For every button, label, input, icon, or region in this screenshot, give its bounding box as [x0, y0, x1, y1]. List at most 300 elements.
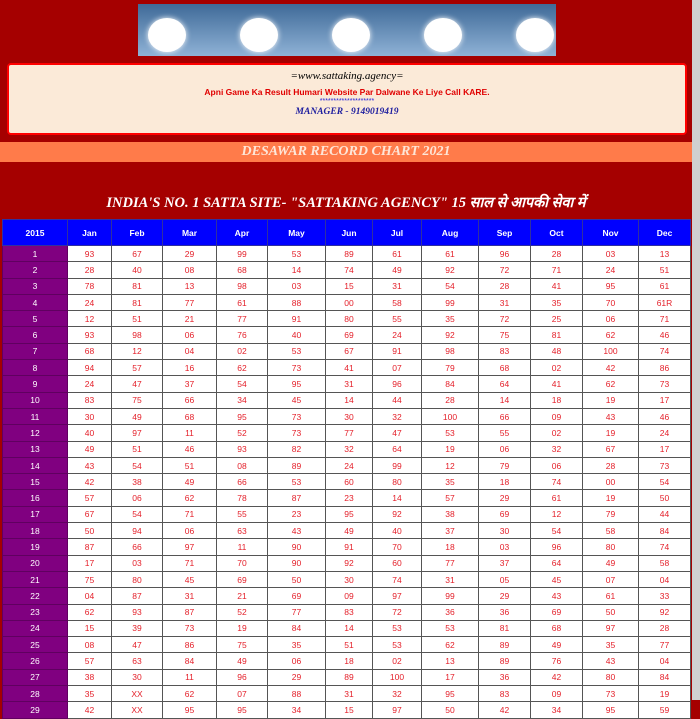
- result-cell: 54: [112, 457, 163, 473]
- day-cell: 5: [3, 311, 68, 327]
- day-cell: 8: [3, 360, 68, 376]
- result-cell: 28: [422, 392, 479, 408]
- result-cell: 57: [112, 360, 163, 376]
- result-cell: 66: [217, 474, 268, 490]
- result-cell: 42: [531, 669, 583, 685]
- column-header: Oct: [531, 220, 583, 246]
- result-cell: 06: [163, 523, 217, 539]
- column-header: 2015: [3, 220, 68, 246]
- result-cell: 06: [531, 457, 583, 473]
- result-cell: 78: [217, 490, 268, 506]
- result-cell: 74: [531, 474, 583, 490]
- result-cell: 13: [639, 246, 691, 262]
- result-cell: 12: [68, 311, 112, 327]
- result-cell: 75: [112, 392, 163, 408]
- day-cell: 9: [3, 376, 68, 392]
- cloud-decoration: [332, 18, 370, 52]
- result-cell: 81: [112, 278, 163, 294]
- result-cell: 37: [479, 555, 531, 571]
- result-cell: 54: [531, 523, 583, 539]
- table-row: [3, 686, 691, 702]
- result-cell: 84: [422, 376, 479, 392]
- day-cell: 25: [3, 637, 68, 653]
- result-cell: 66: [479, 408, 531, 424]
- result-cell: 47: [112, 376, 163, 392]
- result-cell: 04: [639, 571, 691, 587]
- result-cell: 14: [373, 490, 422, 506]
- result-cell: 09: [326, 588, 373, 604]
- result-cell: 36: [479, 669, 531, 685]
- result-cell: 45: [163, 571, 217, 587]
- day-cell: 20: [3, 555, 68, 571]
- chart-title: DESAWAR RECORD CHART 2021: [0, 142, 692, 162]
- result-cell: 71: [639, 311, 691, 327]
- result-cell: 38: [68, 669, 112, 685]
- result-cell: 70: [583, 294, 639, 310]
- result-cell: 84: [639, 523, 691, 539]
- result-cell: 49: [326, 523, 373, 539]
- result-cell: 19: [583, 425, 639, 441]
- result-cell: 53: [268, 246, 326, 262]
- result-cell: 51: [163, 457, 217, 473]
- day-cell: 2: [3, 262, 68, 278]
- table-row: [3, 604, 691, 620]
- result-cell: 46: [639, 327, 691, 343]
- result-cell: 53: [268, 343, 326, 359]
- result-cell: 23: [268, 506, 326, 522]
- result-cell: 43: [583, 408, 639, 424]
- result-cell: 91: [326, 539, 373, 555]
- result-cell: 03: [583, 246, 639, 262]
- result-cell: 91: [373, 343, 422, 359]
- cloud-decoration: [424, 18, 462, 52]
- result-cell: 75: [68, 571, 112, 587]
- table-row: [3, 408, 691, 424]
- result-cell: 73: [268, 360, 326, 376]
- day-cell: 7: [3, 343, 68, 359]
- result-cell: 15: [326, 278, 373, 294]
- column-header: Dec: [639, 220, 691, 246]
- column-header: Mar: [163, 220, 217, 246]
- result-cell: 18: [422, 539, 479, 555]
- day-cell: 18: [3, 523, 68, 539]
- result-cell: 69: [531, 604, 583, 620]
- result-cell: 92: [422, 262, 479, 278]
- result-cell: 81: [531, 327, 583, 343]
- result-cell: 93: [68, 327, 112, 343]
- result-cell: 75: [479, 327, 531, 343]
- result-cell: 51: [639, 262, 691, 278]
- day-cell: 6: [3, 327, 68, 343]
- result-cell: 97: [373, 588, 422, 604]
- result-cell: 87: [163, 604, 217, 620]
- result-cell: 08: [217, 457, 268, 473]
- result-cell: 30: [326, 571, 373, 587]
- manager-contact: MANAGER - 9149019419: [295, 107, 399, 117]
- day-cell: 15: [3, 474, 68, 490]
- result-cell: 45: [268, 392, 326, 408]
- table-row: [3, 523, 691, 539]
- result-cell: 32: [373, 408, 422, 424]
- result-cell: 81: [479, 620, 531, 636]
- result-cell: 43: [531, 588, 583, 604]
- result-cell: 24: [68, 294, 112, 310]
- result-cell: 79: [422, 360, 479, 376]
- result-cell: 03: [479, 539, 531, 555]
- result-cell: 84: [268, 620, 326, 636]
- result-cell: 93: [217, 441, 268, 457]
- result-cell: 08: [68, 637, 112, 653]
- result-cell: 43: [268, 523, 326, 539]
- result-cell: 77: [268, 604, 326, 620]
- table-row: [3, 376, 691, 392]
- result-cell: 35: [68, 686, 112, 702]
- result-cell: 80: [326, 311, 373, 327]
- result-cell: 57: [68, 653, 112, 669]
- result-cell: 79: [479, 457, 531, 473]
- result-cell: 18: [326, 653, 373, 669]
- result-cell: 46: [163, 441, 217, 457]
- result-cell: 99: [422, 294, 479, 310]
- result-cell: XX: [112, 686, 163, 702]
- result-cell: 55: [217, 506, 268, 522]
- result-cell: 90: [268, 555, 326, 571]
- result-cell: 73: [639, 457, 691, 473]
- result-cell: 87: [68, 539, 112, 555]
- result-cell: 95: [583, 702, 639, 718]
- result-cell: 32: [531, 441, 583, 457]
- result-cell: 100: [583, 343, 639, 359]
- result-cell: 95: [422, 686, 479, 702]
- result-cell: 58: [373, 294, 422, 310]
- result-cell: 99: [422, 588, 479, 604]
- result-cell: 36: [422, 604, 479, 620]
- result-cell: 29: [163, 246, 217, 262]
- result-cell: 34: [217, 392, 268, 408]
- result-cell: 40: [268, 327, 326, 343]
- result-cell: 31: [163, 588, 217, 604]
- result-cell: 17: [422, 669, 479, 685]
- result-cell: 95: [326, 506, 373, 522]
- result-cell: 62: [163, 686, 217, 702]
- result-cell: 63: [112, 653, 163, 669]
- result-cell: 74: [326, 262, 373, 278]
- result-cell: 62: [583, 327, 639, 343]
- day-cell: 3: [3, 278, 68, 294]
- result-cell: 81: [112, 294, 163, 310]
- result-cell: 50: [422, 702, 479, 718]
- result-cell: 94: [68, 360, 112, 376]
- table-row: [3, 392, 691, 408]
- result-cell: 69: [268, 588, 326, 604]
- result-cell: 06: [268, 653, 326, 669]
- result-cell: 48: [531, 343, 583, 359]
- result-cell: 90: [268, 539, 326, 555]
- result-cell: 31: [479, 294, 531, 310]
- record-table: [2, 219, 691, 719]
- result-cell: 67: [583, 441, 639, 457]
- result-cell: 37: [163, 376, 217, 392]
- result-cell: 05: [479, 571, 531, 587]
- result-cell: 77: [422, 555, 479, 571]
- day-cell: 14: [3, 457, 68, 473]
- result-cell: 73: [583, 686, 639, 702]
- result-cell: 73: [268, 408, 326, 424]
- result-cell: 59: [639, 702, 691, 718]
- day-cell: 19: [3, 539, 68, 555]
- result-cell: 49: [583, 555, 639, 571]
- result-cell: 73: [639, 376, 691, 392]
- result-cell: 89: [326, 246, 373, 262]
- result-cell: 54: [639, 474, 691, 490]
- result-cell: 51: [326, 637, 373, 653]
- result-cell: 80: [583, 669, 639, 685]
- result-cell: 61: [531, 490, 583, 506]
- table-row: [3, 490, 691, 506]
- result-cell: 97: [112, 425, 163, 441]
- day-cell: 17: [3, 506, 68, 522]
- result-cell: 80: [373, 474, 422, 490]
- result-cell: 49: [531, 637, 583, 653]
- result-cell: 42: [68, 474, 112, 490]
- result-cell: 23: [326, 490, 373, 506]
- result-cell: 51: [112, 441, 163, 457]
- result-cell: 02: [531, 425, 583, 441]
- result-cell: 30: [326, 408, 373, 424]
- day-cell: 10: [3, 392, 68, 408]
- result-cell: 49: [217, 653, 268, 669]
- day-cell: 22: [3, 588, 68, 604]
- result-cell: 55: [479, 425, 531, 441]
- result-cell: 38: [112, 474, 163, 490]
- result-cell: 06: [163, 327, 217, 343]
- scrollbar[interactable]: [692, 0, 700, 700]
- day-cell: 13: [3, 441, 68, 457]
- result-cell: 15: [68, 620, 112, 636]
- result-cell: 50: [583, 604, 639, 620]
- result-cell: 62: [163, 490, 217, 506]
- result-cell: 99: [373, 457, 422, 473]
- result-cell: 31: [326, 376, 373, 392]
- result-cell: 04: [639, 653, 691, 669]
- day-cell: 23: [3, 604, 68, 620]
- result-cell: 92: [639, 604, 691, 620]
- result-cell: 77: [326, 425, 373, 441]
- cloud-decoration: [148, 18, 186, 52]
- result-cell: 79: [583, 506, 639, 522]
- result-cell: 40: [68, 425, 112, 441]
- result-cell: 92: [326, 555, 373, 571]
- result-cell: 16: [163, 360, 217, 376]
- result-cell: 02: [373, 653, 422, 669]
- result-cell: 30: [68, 408, 112, 424]
- result-cell: 93: [68, 246, 112, 262]
- result-cell: 61R: [639, 294, 691, 310]
- result-cell: 36: [479, 604, 531, 620]
- result-cell: 29: [479, 490, 531, 506]
- table-row: [3, 539, 691, 555]
- result-cell: 69: [217, 571, 268, 587]
- table-row: [3, 571, 691, 587]
- result-cell: 68: [479, 360, 531, 376]
- result-cell: 72: [479, 311, 531, 327]
- day-cell: 26: [3, 653, 68, 669]
- result-cell: 53: [422, 425, 479, 441]
- result-cell: 12: [422, 457, 479, 473]
- day-cell: 29: [3, 702, 68, 718]
- column-header: Aug: [422, 220, 479, 246]
- result-cell: 80: [583, 539, 639, 555]
- result-cell: 53: [268, 474, 326, 490]
- result-cell: 14: [326, 620, 373, 636]
- result-cell: 11: [163, 669, 217, 685]
- result-cell: 42: [583, 360, 639, 376]
- result-cell: 84: [163, 653, 217, 669]
- result-cell: 61: [639, 278, 691, 294]
- column-header: Sep: [479, 220, 531, 246]
- info-box: [7, 63, 687, 135]
- result-cell: 89: [326, 669, 373, 685]
- result-cell: 18: [531, 392, 583, 408]
- result-cell: 06: [112, 490, 163, 506]
- result-cell: 30: [479, 523, 531, 539]
- result-cell: 13: [422, 653, 479, 669]
- result-cell: 69: [326, 327, 373, 343]
- result-cell: 24: [68, 376, 112, 392]
- result-cell: 67: [68, 506, 112, 522]
- result-cell: 46: [639, 408, 691, 424]
- result-cell: 35: [268, 637, 326, 653]
- result-cell: 93: [112, 604, 163, 620]
- table-row: [3, 294, 691, 310]
- result-cell: 19: [422, 441, 479, 457]
- result-cell: 03: [268, 278, 326, 294]
- result-cell: 86: [639, 360, 691, 376]
- result-cell: XX: [112, 702, 163, 718]
- result-cell: 24: [639, 425, 691, 441]
- result-cell: 28: [68, 262, 112, 278]
- result-cell: 97: [373, 702, 422, 718]
- table-row: [3, 653, 691, 669]
- result-cell: 88: [268, 686, 326, 702]
- result-cell: 43: [68, 457, 112, 473]
- result-cell: 67: [326, 343, 373, 359]
- result-cell: 97: [583, 620, 639, 636]
- result-cell: 63: [217, 523, 268, 539]
- result-cell: 03: [112, 555, 163, 571]
- result-cell: 54: [422, 278, 479, 294]
- result-cell: 40: [373, 523, 422, 539]
- result-cell: 44: [373, 392, 422, 408]
- result-cell: 04: [68, 588, 112, 604]
- result-cell: 38: [422, 506, 479, 522]
- result-cell: 64: [373, 441, 422, 457]
- table-row: [3, 311, 691, 327]
- result-cell: 72: [373, 604, 422, 620]
- day-cell: 12: [3, 425, 68, 441]
- result-cell: 83: [479, 686, 531, 702]
- table-row: [3, 262, 691, 278]
- result-cell: 11: [217, 539, 268, 555]
- result-cell: 68: [68, 343, 112, 359]
- result-cell: 44: [639, 506, 691, 522]
- result-cell: 18: [479, 474, 531, 490]
- website-link[interactable]: =www.sattaking.agency=: [290, 70, 404, 82]
- result-cell: 28: [639, 620, 691, 636]
- column-header: Feb: [112, 220, 163, 246]
- result-cell: 61: [373, 246, 422, 262]
- result-cell: 43: [583, 653, 639, 669]
- result-cell: 42: [479, 702, 531, 718]
- result-cell: 41: [326, 360, 373, 376]
- column-header: Jun: [326, 220, 373, 246]
- result-cell: 66: [112, 539, 163, 555]
- result-cell: 73: [268, 425, 326, 441]
- result-cell: 47: [373, 425, 422, 441]
- result-cell: 09: [531, 686, 583, 702]
- result-cell: 53: [373, 637, 422, 653]
- table-row: [3, 457, 691, 473]
- result-cell: 80: [112, 571, 163, 587]
- result-cell: 49: [373, 262, 422, 278]
- result-cell: 28: [531, 246, 583, 262]
- result-cell: 83: [326, 604, 373, 620]
- result-cell: 64: [531, 555, 583, 571]
- table-row: [3, 278, 691, 294]
- result-cell: 68: [531, 620, 583, 636]
- table-header-row: [3, 220, 691, 246]
- table-row: [3, 425, 691, 441]
- result-cell: 19: [583, 490, 639, 506]
- result-cell: 70: [217, 555, 268, 571]
- result-cell: 17: [639, 441, 691, 457]
- result-cell: 92: [422, 327, 479, 343]
- result-cell: 28: [479, 278, 531, 294]
- result-cell: 98: [112, 327, 163, 343]
- result-cell: 35: [422, 311, 479, 327]
- result-cell: 14: [479, 392, 531, 408]
- result-cell: 09: [531, 408, 583, 424]
- result-cell: 17: [68, 555, 112, 571]
- cloud-decoration: [240, 18, 278, 52]
- result-cell: 74: [639, 343, 691, 359]
- result-cell: 100: [373, 669, 422, 685]
- column-header: Jul: [373, 220, 422, 246]
- result-cell: 31: [373, 278, 422, 294]
- result-cell: 57: [422, 490, 479, 506]
- result-cell: 77: [163, 294, 217, 310]
- table-row: [3, 246, 691, 262]
- result-cell: 98: [422, 343, 479, 359]
- result-cell: 72: [479, 262, 531, 278]
- table-row: [3, 702, 691, 718]
- result-cell: 53: [373, 620, 422, 636]
- result-cell: 14: [268, 262, 326, 278]
- result-cell: 67: [112, 246, 163, 262]
- result-cell: 58: [639, 555, 691, 571]
- table-row: [3, 637, 691, 653]
- table-row: [3, 343, 691, 359]
- result-cell: 97: [163, 539, 217, 555]
- result-cell: 39: [112, 620, 163, 636]
- result-cell: 11: [163, 425, 217, 441]
- tagline: INDIA'S NO. 1 SATTA SITE- "SATTAKING AGENCY" 15 साल से आपकी सेवा में: [106, 195, 586, 211]
- result-cell: 51: [112, 311, 163, 327]
- result-cell: 73: [163, 620, 217, 636]
- result-cell: 62: [583, 376, 639, 392]
- result-cell: 08: [163, 262, 217, 278]
- result-cell: 35: [583, 637, 639, 653]
